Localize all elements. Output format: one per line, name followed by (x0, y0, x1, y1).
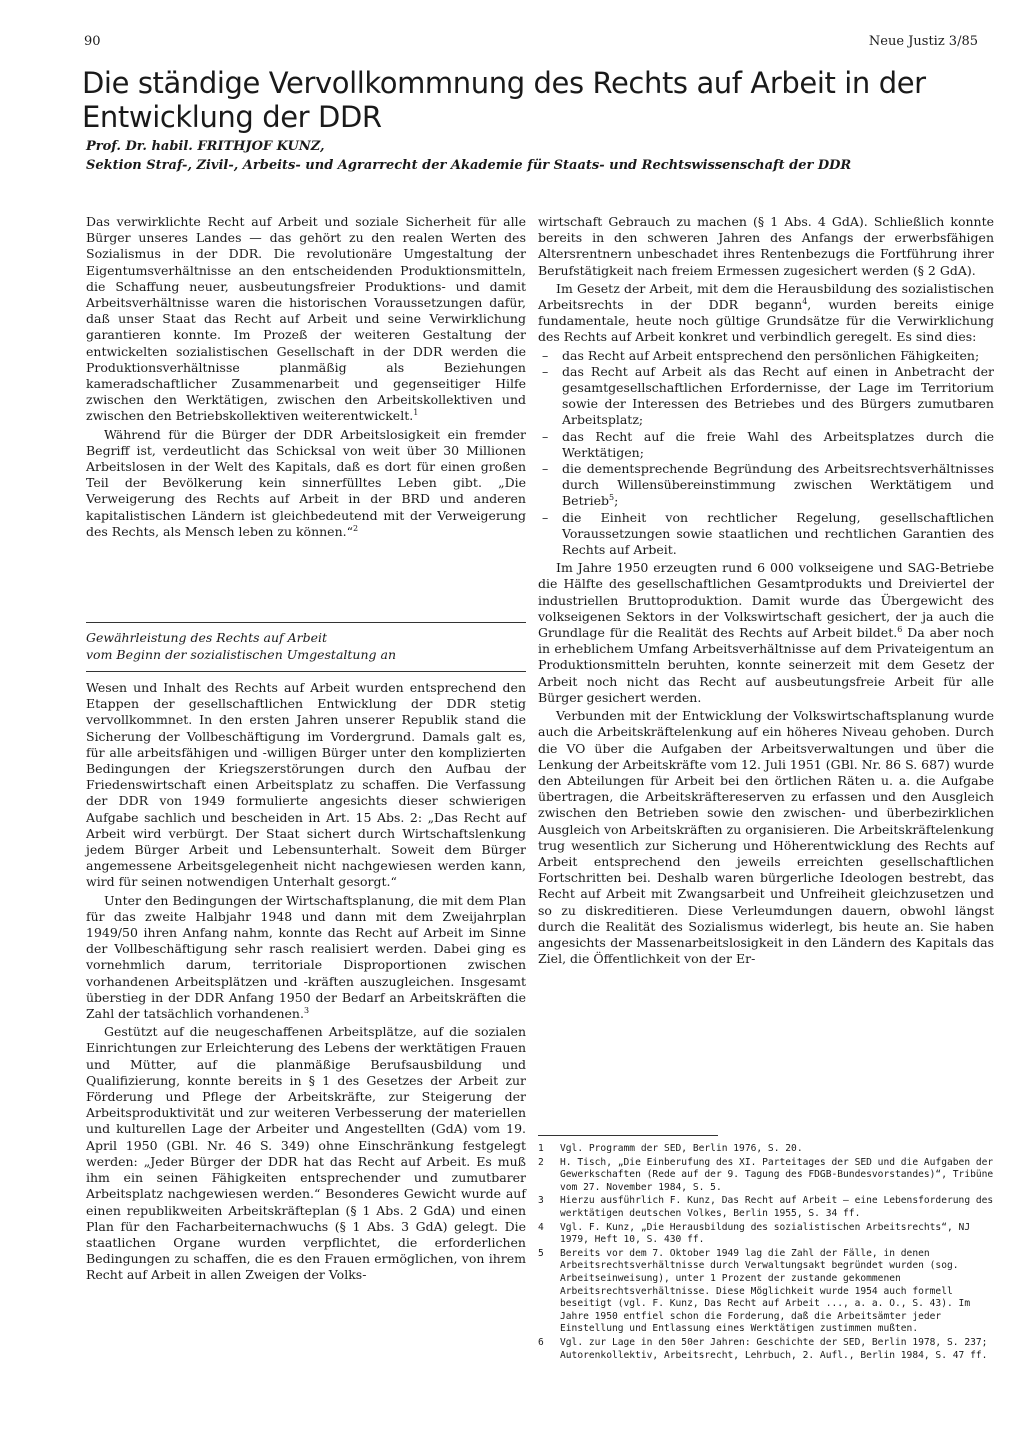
body-paragraph-2: Unter den Bedingungen der Wirtschaftsplanung, die mit dem Plan für das zweite Halbjahr 1948 und dann mit dem Zweijahrplan 1949/50 ihren Anfang nahm, konnte das Recht auf Arbeit im Sinne der Vollbeschäftigung sehr rasch realisiert werden. Dabei ging es vornehmlich darum, territoriale Disproportionen zwischen vorhandenen Arbeitsplätzen und -kräften auszugleichen. Insgesamt überstieg in der DDR Anfang 1950 der Bedarf an Arbeitskräften die Zahl der tatsächlich vorhandenen.$^3$ (86, 892, 526, 1022)
right-paragraph-2: Im Gesetz der Arbeit, mit dem die Herausbildung des sozialistischen Arbeitsrechts in der DDR begann$^4$, wurden bereits einige fundamentale, heute noch gültige Grundsätze für die Verwirklichung des Rechts auf Arbeit konkret und verbindlich geregelt. Es sind dies: (538, 280, 994, 345)
section-heading-line-1: Gewährleistung des Rechts auf Arbeit (86, 630, 328, 645)
intro-paragraph-1: Das verwirklichte Recht auf Arbeit und soziale Sicherheit für alle Bürger unseres Landes — das gehört zu den realen Werten des Sozialismus in der DDR. Die revolutionäre Umgestaltung der Eigentumsverhältnisse an den entscheidenden Produktionsmitteln, die Schaffung neuer, ausbeutungsfreier Produktions- und damit Arbeitsverhältnisse waren die historischen Voraussetzungen dafür, daß unser Staat das Recht auf Arbeit und seine Verwirklichung garantieren konnte. Im Prozeß der weiteren Gestaltung der entwickelten sozialistischen Gesellschaft in der DDR werden die Produktionsverhältnisse planmäßig als Beziehungen kameradschaftlicher Zusammenarbeit und gegenseitiger Hilfe zwischen den Werktätigen, zwischen den Arbeitskollektiven und zwischen den Betriebskollektiven weiterentwickelt.$^1$ (86, 214, 526, 424)
footnote-ref: 3 (303, 1005, 310, 1015)
left-column-intro (86, 214, 526, 542)
footnote-ref: 1 (413, 408, 419, 418)
list-item: – die Einheit von rechtlicher Regelung, gesellschaftlichen Voraussetzungen sowie staatlichen und rechtlichen Garantien des Rechts auf Arbeit. (538, 510, 994, 559)
list-item: – die dementsprechende Begründung des Arbeitsrechtsverhältnisses durch Willensübereinstimmung zwischen Werktätigem und Betrieb$^5$; (538, 461, 994, 510)
footnote: 1 Vgl. Programm der SED, Berlin 1976, S. 20. (538, 1143, 803, 1154)
list-item: – das Recht auf Arbeit als das Recht auf einen in Anbetracht der gesamtgesellschaftlichen Erfordernisse, der Lage im Territorium sowie der Interessen des Betriebes und des Bürgers zumutbaren Arbeitsplatz; (538, 364, 994, 429)
author-name: Prof. Dr. habil. FRITHJOF KUNZ, (86, 139, 325, 154)
author-affiliation: Sektion Straf-, Zivil-, Arbeits- und Agrarrecht der Akademie für Staats- und Rechtswissenschaft der DDR (86, 158, 852, 173)
footnote: 5 Bereits vor dem 7. Oktober 1949 lag die Zahl der Fälle, in denen Arbeitsrechtsverhältnisse durch Verwaltungsakt begründet wurden (sog. Arbeitseinweisung), unter 1 Prozent der zustande gekommenen Arbeitsrechtsverhältnisse. Diese Möglichkeit wurde 1954 auch formell beseitigt (vgl. F. Kunz, Das Recht auf Arbeit ..., a. a. O., S. 43). Im Jahre 1950 entfiel schon die Forderung, daß die Arbeitsämter jeder Einstellung und Entlassung eines Werktätigen zustimmen mußten. (538, 1247, 971, 1335)
section-heading-line-2: vom Beginn der sozialistischen Umgestaltung an (86, 647, 396, 662)
journal-issue: Neue Justiz 3/85 (868, 34, 978, 49)
footnote-ref: 6 (897, 624, 903, 634)
author-block (86, 137, 986, 175)
body-paragraph-1: Wesen und Inhalt des Rechts auf Arbeit wurden entsprechend den Etappen der gesellschaftlichen Entwicklung der DDR stetig vervollkommnet. In den ersten Jahren unserer Republik stand die Sicherung der Vollbeschäftigung im Vordergrund. Damals galt es, für alle arbeitsfähigen und -willigen Bürger unter den komplizierten Bedingungen der Kriegszerstörungen durch den Aufbau der Friedenswirtschaft einen Arbeitsplatz zu schaffen. Die Verfassung der DDR von 1949 formulierte angesichts dieser schwierigen Aufgabe sachlich und bescheiden in Art. 15 Abs. 2: „Das Recht auf Arbeit wird verbürgt. Der Staat sichert durch Wirtschaftslenkung jedem Bürger Arbeit und Lebensunterhalt. Soweit dem Bürger angemessene Arbeitsgelegenheit nicht nachgewiesen werden kann, wird für seinen notwendigen Unterhalt gesorgt.“ (86, 680, 526, 890)
footnote: 6 Vgl. zur Lage in den 50er Jahren: Geschichte der SED, Berlin 1978, S. 237; Autorenkollektiv, Arbeitsrecht, Lehrbuch, 2. Aufl., Berlin 1984, S. 47 ff. (538, 1336, 988, 1361)
right-paragraph-4: Verbunden mit der Entwicklung der Volkswirtschaftsplanung wurde auch die Arbeitskräftelenkung auf ein höheres Niveau gehoben. Durch die VO über die Aufgaben der Arbeitsverwaltungen und über die Lenkung der Arbeitskräfte vom 12. Juli 1951 (GBl. Nr. 86 S. 687) wurde den Abteilungen für Arbeit bei den örtlichen Räten u. a. die Aufgabe übertragen, die Arbeitskräftereserven zu erfassen und den Ausgleich zwischen den Betrieben sowie den zwischen- und überbezirklichen Ausgleich von Arbeitskräften zu organisieren. Die Arbeitskräftelenkung trug wesentlich zur Sicherung und Höherentwicklung des Rechts auf Arbeit entsprechend den jeweils erreichten gesellschaftlichen Fortschritten bei. Deshalb waren bürgerliche Ideologen bestrebt, das Recht auf Arbeit mit Zwangsarbeit und Unfreiheit gleichzusetzen und so zu diskreditieren. Diese Verleumdungen dauern, obwohl längst durch die Realität des Sozialismus widerlegt, bis heute an. Sie haben angesichts der Massenarbeitslosigkeit in den Ländern des Kapitals das Ziel, die Öffentlichkeit von der Er- (538, 708, 994, 967)
article-title: Die ständige Vervollkommnung des Rechts auf Arbeit in der Entwicklung der DDR (82, 66, 926, 134)
footnote-ref: 4 (802, 296, 808, 306)
footnote: 4 Vgl. F. Kunz, „Die Herausbildung des sozialistischen Arbeitsrechts“, NJ 1979, Heft 10, S. 430 ff. (538, 1221, 971, 1246)
right-paragraph-1: wirtschaft Gebrauch zu machen (§ 1 Abs. 4 GdA). Schließlich konnte bereits in den schweren Jahren des Anfangs der erwerbsfähigen Altersrentnern unbeschadet ihres Rentenbezugs die Fortführung ihrer Berufstätigkeit nach freiem Ermessen zugesichert werden (§ 2 GdA). (538, 214, 994, 278)
footnotes (538, 1143, 994, 1363)
list-item: – das Recht auf die freie Wahl des Arbeitsplatzes durch die Werktätigen; (538, 429, 994, 461)
rights-list (538, 348, 994, 559)
left-column-body (86, 680, 526, 1286)
body-paragraph-3: Gestützt auf die neugeschaffenen Arbeitsplätze, auf die sozialen Einrichtungen zur Erleichterung des Lebens der werktätigen Frauen und Mütter, auf die planmäßige Berufsausbildung und Qualifizierung, konnte bereits in § 1 des Gesetzes der Arbeit zur Förderung und Pflege der Arbeitskräfte, zur Steigerung der Arbeitsproduktivität und zur weiteren Verbesserung der materiellen und kulturellen Lage der Arbeiter und Angestellten (GdA) vom 19. April 1950 (GBl. Nr. 46 S. 349) ohne Einschränkung festgelegt werden: „Jeder Bürger der DDR hat das Recht auf Arbeit. Es muß ihm ein seinen Fähigkeiten entsprechender und zumutbarer Arbeitsplatz nachgewiesen werden.“ Besonderes Gewicht wurde auf einen republikweiten Arbeitskräfteplan (§ 1 Abs. 2 GdA) und einen Plan für den Facharbeiternachwuchs (§ 1 Abs. 3 GdA) gelegt. Die staatlichen Organe wurden verpflichtet, die erforderlichen Bedingungen zu schaffen, die es den Frauen ermöglichen, von ihrem Recht auf Arbeit in allen Zweigen der Volks- (86, 1024, 526, 1283)
footnote: 3 Hierzu ausführlich F. Kunz, Das Recht auf Arbeit — eine Lebensforderung des werktätigen deutschen Volkes, Berlin 1955, S. 34 ff. (538, 1195, 994, 1219)
right-column (538, 214, 994, 969)
page-number: 90 (84, 34, 101, 49)
list-item: – das Recht auf Arbeit entsprechend den persönlichen Fähigkeiten; (538, 348, 994, 364)
intro-paragraph-2: Während für die Bürger der DDR Arbeitslosigkeit ein fremder Begriff ist, verdeutlicht das Schicksal von weit über 30 Millionen Arbeitslosen in der Welt des Kapitals, daß es dort für einen großen Teil der Bevölkerung kein sinnerfülltes Leben gibt. „Die Verweigerung des Rechts auf Arbeit in der BRD und anderen kapitalistischen Ländern ist gleichbedeutend mit der Verweigerung des Rechts, als Mensch leben zu können.“$^2$ (86, 426, 526, 539)
footnote-ref: 5 (608, 493, 615, 503)
right-paragraph-3: Im Jahre 1950 erzeugten rund 6 000 volkseigene und SAG-Betriebe die Hälfte des gesellschaftlichen Gesamtprodukts und Dreiviertel der industriellen Bruttoproduktion. Damit wurde das Übergewicht des volkseigenen Sektors in der Volkswirtschaft gesichert, der ja auch die Grundlage für die Realität des Rechts auf Arbeit bildet.$^6$ Da aber noch in erheblichem Umfang Arbeitsverhältnisse auf dem Privateigentum an Produktionsmitteln beruhten, konnte seinerzeit mit dem Gesetz der Arbeit noch nicht das Recht auf ausbeutungsfreie Arbeit für alle Bürger gesichert werden. (538, 560, 994, 705)
footnote: 2 H. Tisch, „Die Einberufung des XI. Parteitages der SED und die Aufgaben der Gewerkschaften (Rede auf der 9. Tagung des FDGB-Bundesvorstandes)“, Tribüne vom 27. November 1984, S. 5. (538, 1156, 994, 1193)
footnote-rule (538, 1135, 718, 1136)
footnote-ref: 2 (353, 523, 359, 533)
section-rule (86, 671, 526, 672)
section-heading (86, 622, 526, 672)
